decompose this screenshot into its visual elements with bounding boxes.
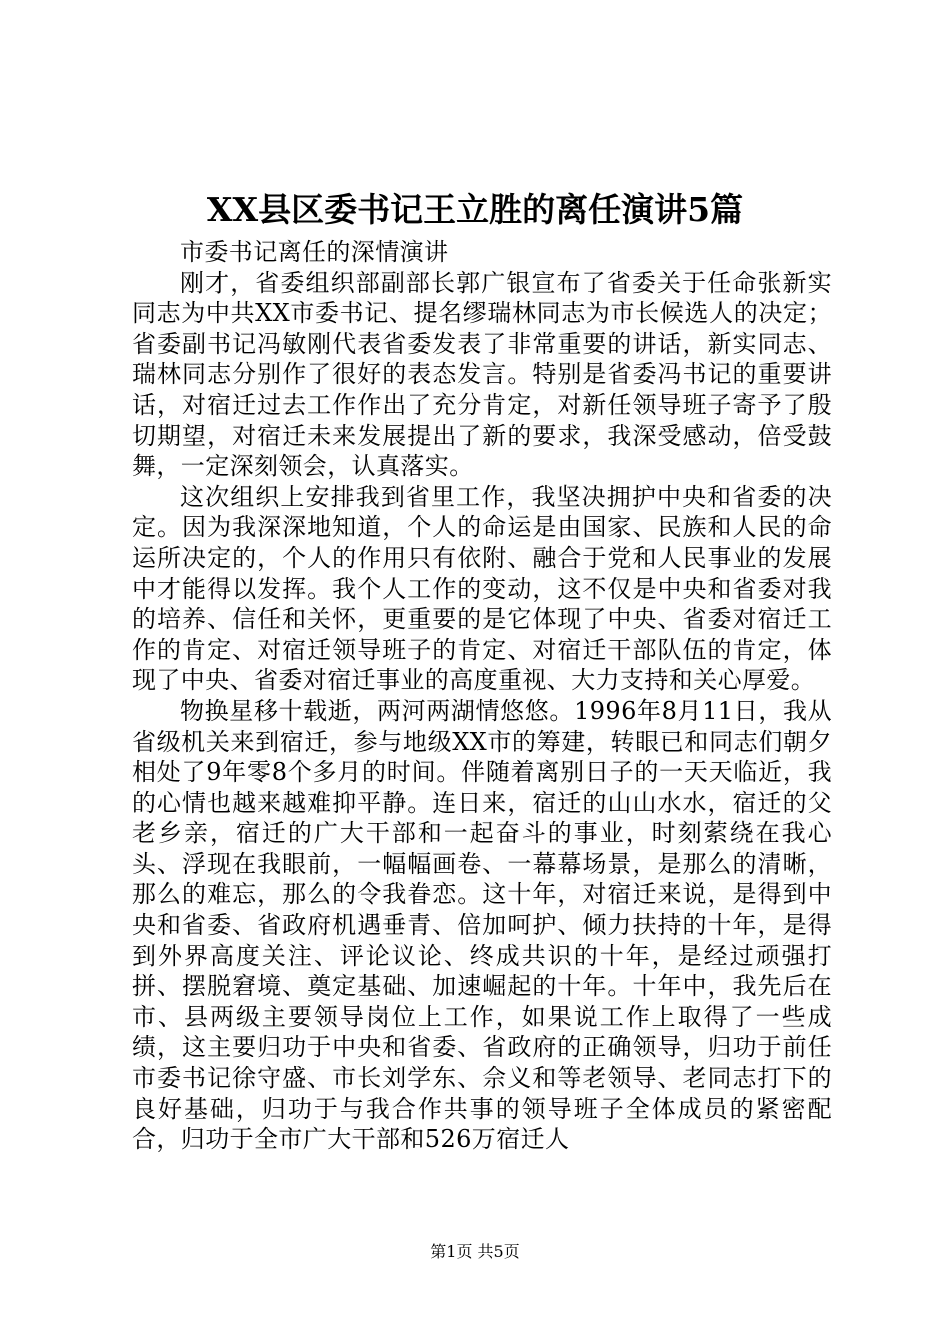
subtitle-paragraph: 市委书记离任的深情演讲 <box>180 238 449 266</box>
body-paragraph-3: 物换星移十载逝，两河两湖情悠悠。1996年8月11日，我从省级机关来到宿迁，参与地级XX市的筹建，转眼已和同志们朝夕相处了9年零8个多月的时间。伴随着离别日子的一天天临近，我的心情也越来越难抑平静。连日来，宿迁的山山水水，宿迁的父老乡亲，宿迁的广大干部和一起奋斗的事业，时刻萦绕在我心头、浮现在我眼前，一幅幅画卷、一幕幕场景，是那么的清晰，那么的难忘，那么的令我眷恋。这十年，对宿迁来说，是得到中央和省委、省政府机遇垂青、倍加呵护、倾力扶持的十年，是得到外界高度关注、评论议论、终成共识的十年，是经过顽强打拼、摆脱窘境、奠定基础、加速崛起的十年。十年中，我先后在市、县两级主要领导岗位上工作，如果说工作上取得了一些成绩，这主要归功于中央和省委、省政府的正确领导，归功于前任市委书记徐守盛、市长刘学东、佘义和等老领导、老同志打下的良好基础，归功于与我合作共事的领导班子全体成员的紧密配合，归功于全市广大干部和526万宿迁人 <box>132 696 832 1154</box>
document-body <box>132 237 832 1155</box>
body-paragraph-1: 刚才，省委组织部副部长郭广银宣布了省委关于任命张新实同志为中共XX市委书记、提名缪瑞林同志为市长候选人的决定；省委副书记冯敏刚代表省委发表了非常重要的讲话，新实同志、瑞林同志分别作了很好的表态发言。特别是省委冯书记的重要讲话，对宿迁过去工作作出了充分肯定，对新任领导班子寄予了殷切期望，对宿迁未来发展提出了新的要求，我深受感动，倍受鼓舞，一定深刻领会，认真落实。 <box>132 268 832 481</box>
body-paragraph-2: 这次组织上安排我到省里工作，我坚决拥护中央和省委的决定。因为我深深地知道，个人的命运是由国家、民族和人民的命运所决定的，个人的作用只有依附、融合于党和人民事业的发展中才能得以发挥。我个人工作的变动，这不仅是中央和省委对我的培养、信任和关怀，更重要的是它体现了中央、省委对宿迁工作的肯定、对宿迁领导班子的肯定、对宿迁干部队伍的肯定，体现了中央、省委对宿迁事业的高度重视、大力支持和关心厚爱。 <box>132 482 832 695</box>
document-title: XX县区委书记王立胜的离任演讲5篇 <box>206 190 744 229</box>
page-number-footer: 第1页 共5页 <box>430 1242 520 1261</box>
